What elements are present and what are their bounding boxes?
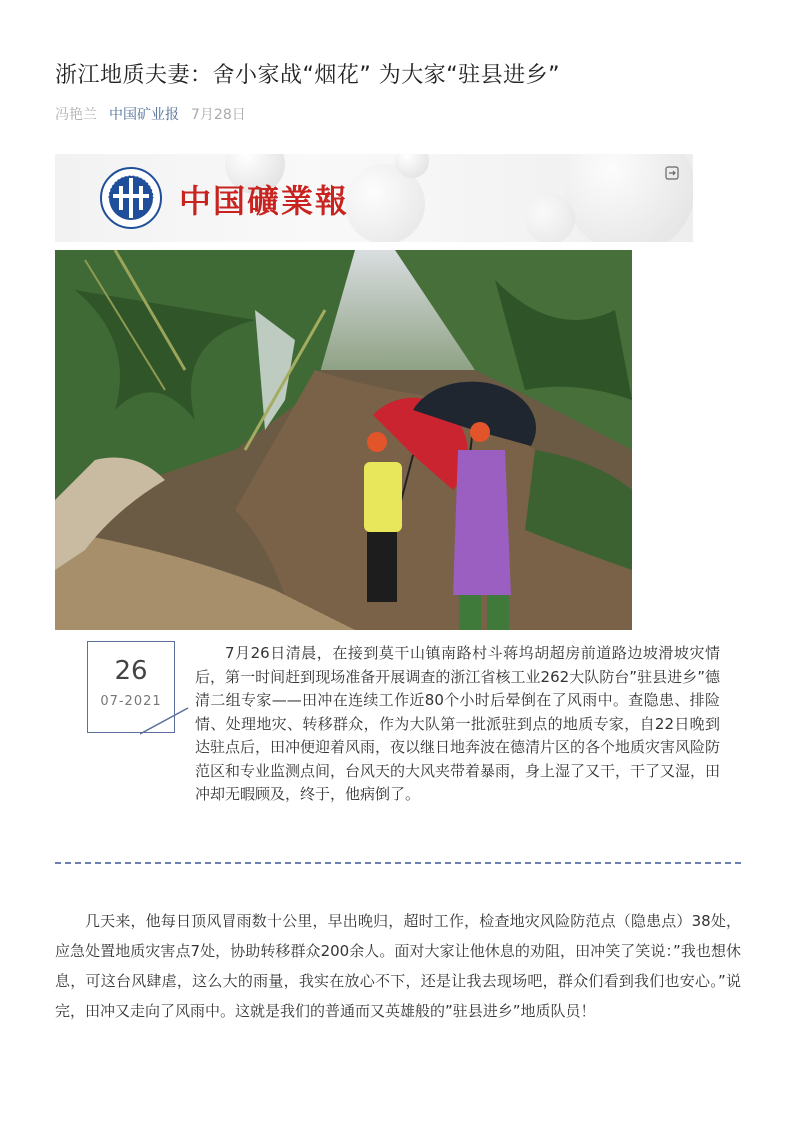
source-link[interactable]: 中国矿业报 xyxy=(109,107,179,123)
date-month-year: 07-2021 xyxy=(100,694,162,709)
exit-icon[interactable] xyxy=(665,166,679,180)
date-day: 26 xyxy=(114,656,148,686)
publish-date: 7月28日 xyxy=(191,107,246,123)
landslide-photo xyxy=(55,250,632,630)
geological-survey-emblem-icon xyxy=(99,166,163,230)
newspaper-banner xyxy=(55,154,693,242)
paragraph-1: 7月26日清晨，在接到莫干山镇南路村斗蒋坞胡超房前道路边坡滑坡灾情后，第一时间赶到现场准备开展调查的浙江省核工业262大队防台”驻县进乡”德清二组专家——田冲在连续工作近80个小时后晕倒在了风雨中。查隐患、排险情、处理地灾、转移群众，作为大队第一批派驻到点的地质专家，自22日晚到达驻点后，田冲便迎着风雨，夜以继日地奔波在德清片区的各个地质灾害风险防范区和专业监测点间，台风天的大风夹带着暴雨，身上湿了又干，干了又湿，田冲却无暇顾及，终于，他病倒了。 xyxy=(195,644,721,803)
date-slash-decoration xyxy=(140,706,190,736)
section-divider xyxy=(55,862,741,864)
article-meta xyxy=(55,104,246,124)
author-name: 冯艳兰 xyxy=(55,107,97,123)
newspaper-logo: 中国礦業報 xyxy=(179,182,350,220)
paragraph-2: 几天来，他每日顶风冒雨数十公里，早出晚归，超时工作，检查地灾风险防范点（隐患点）38处，应急处置地质灾害点7处，协助转移群众200余人。面对大家让他休息的劝阻，田冲笑了笑说：”我也想休息，可这台风肆虐，这么大的雨量，我实在放心不下，还是让我去现场吧，群众们看到我们也安心。”说完，田冲又走向了风雨中。这就是我们的普通而又英雄般的”驻县进乡”地质队员！ xyxy=(55,912,741,1020)
article-title: 浙江地质夫妻：舍小家战“烟花” 为大家“驻县进乡” xyxy=(55,63,561,88)
